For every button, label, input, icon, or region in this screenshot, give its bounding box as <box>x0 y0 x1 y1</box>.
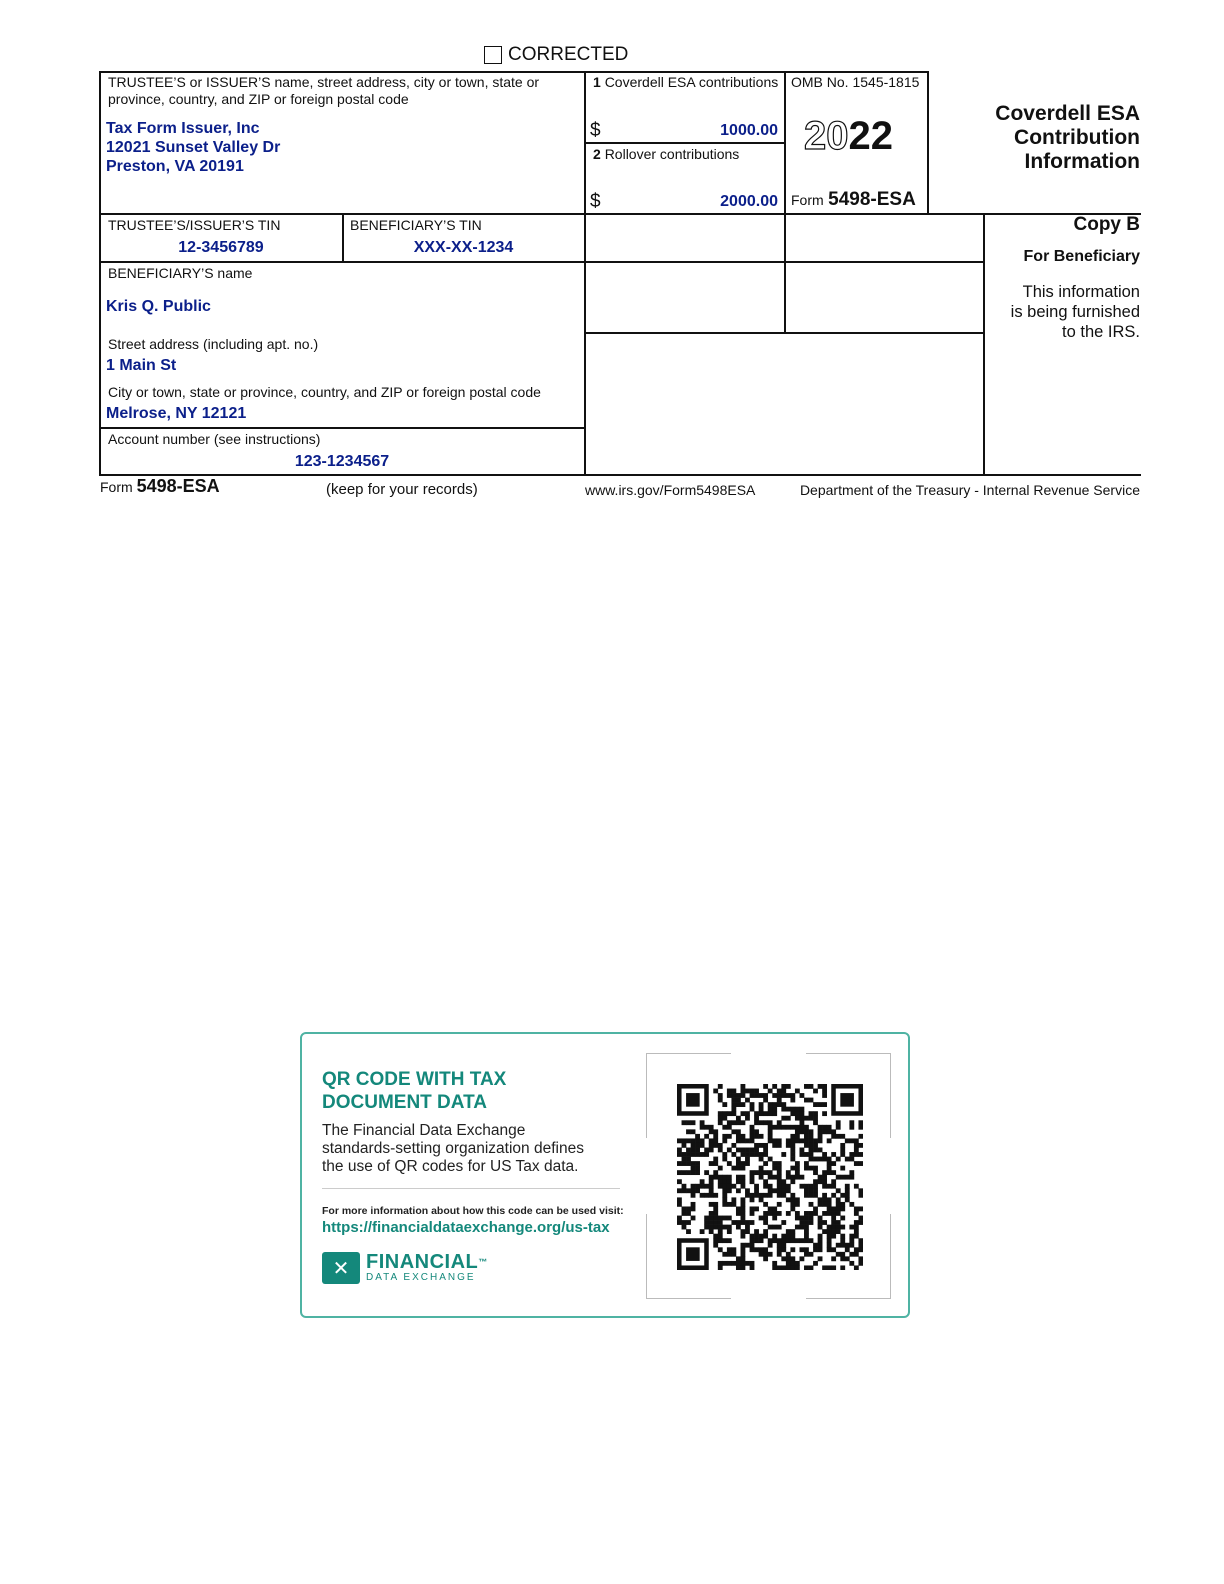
issuer-city: Preston, VA 20191 <box>106 158 244 175</box>
corrected-indicator <box>484 44 628 66</box>
fdx-logo-word: FINANCIAL <box>366 1251 479 1273</box>
form-id: Form 5498-ESA <box>791 189 916 210</box>
footer-form-id: Form 5498-ESA <box>100 476 220 496</box>
qr-more-info: For more information about how this code can be used visit: <box>322 1205 624 1217</box>
copy-for: For Beneficiary <box>1023 248 1140 265</box>
issuer-name: Tax Form Issuer, Inc <box>106 120 260 137</box>
footer-keep: (keep for your records) <box>326 481 478 498</box>
footer-url[interactable]: www.irs.gov/Form5498ESA <box>585 482 756 498</box>
box2-label: 2 Rollover contributions <box>593 146 740 162</box>
copy-note: This information is being furnished to the IRS. <box>1010 283 1140 341</box>
beneficiary-name: Kris Q. Public <box>106 298 211 315</box>
box2-currency: $ <box>590 191 601 212</box>
tax-year: 2022 <box>804 114 893 158</box>
fdx-logo-tm: ™ <box>478 1257 488 1267</box>
qr-card-divider <box>322 1188 620 1189</box>
box1-currency: $ <box>590 120 601 141</box>
account-value: 123-1234567 <box>294 453 390 470</box>
trustee-tin-label: TRUSTEE’S/ISSUER’S TIN <box>108 217 281 233</box>
beneficiary-tin-value: XXX-XX-1234 <box>413 239 514 256</box>
beneficiary-street: 1 Main St <box>106 357 177 374</box>
corrected-checkbox[interactable] <box>484 46 502 64</box>
footer-dept: Department of the Treasury - Internal Revenue Service <box>799 482 1140 498</box>
omb-number: OMB No. 1545-1815 <box>791 74 920 90</box>
qr-card-title: QR CODE WITH TAX DOCUMENT DATA <box>322 1069 507 1113</box>
box2-value: 2000.00 <box>720 193 778 210</box>
form-title: Coverdell ESA Contribution Information <box>995 102 1140 173</box>
trustee-tin-value: 12-3456789 <box>178 239 264 256</box>
issuer-label: TRUSTEE’S or ISSUER’S name, street address, city or town, state or province, country, and ZIP or foreign postal code <box>108 74 540 107</box>
issuer-street: 12021 Sunset Valley Dr <box>106 139 281 156</box>
beneficiary-tin-label: BENEFICIARY’S TIN <box>350 217 482 233</box>
corrected-label: CORRECTED <box>508 44 629 65</box>
qr-card-description: The Financial Data Exchange standards-setting organization defines the use of QR codes for US Tax data. <box>322 1122 584 1175</box>
issuer-info <box>106 119 280 176</box>
fdx-logo <box>322 1252 488 1284</box>
qr-code-icon <box>677 1084 863 1270</box>
box1-value: 1000.00 <box>720 122 778 139</box>
copy-heading: Copy B <box>1073 214 1140 235</box>
fdx-logo-icon: ✕ <box>322 1252 360 1284</box>
box1-label: 1 Coverdell ESA contributions <box>593 74 779 90</box>
fdx-logo-sub: DATA EXCHANGE <box>366 1272 476 1283</box>
street-label: Street address (including apt. no.) <box>108 336 319 352</box>
account-label: Account number (see instructions) <box>108 431 321 447</box>
qr-info-card <box>300 1032 910 1318</box>
beneficiary-city: Melrose, NY 12121 <box>106 405 247 422</box>
qr-info-link[interactable]: https://financialdataexchange.org/us-tax <box>322 1219 610 1236</box>
city-label: City or town, state or province, country, and ZIP or foreign postal code <box>108 384 541 400</box>
beneficiary-name-label: BENEFICIARY’S name <box>108 265 253 281</box>
